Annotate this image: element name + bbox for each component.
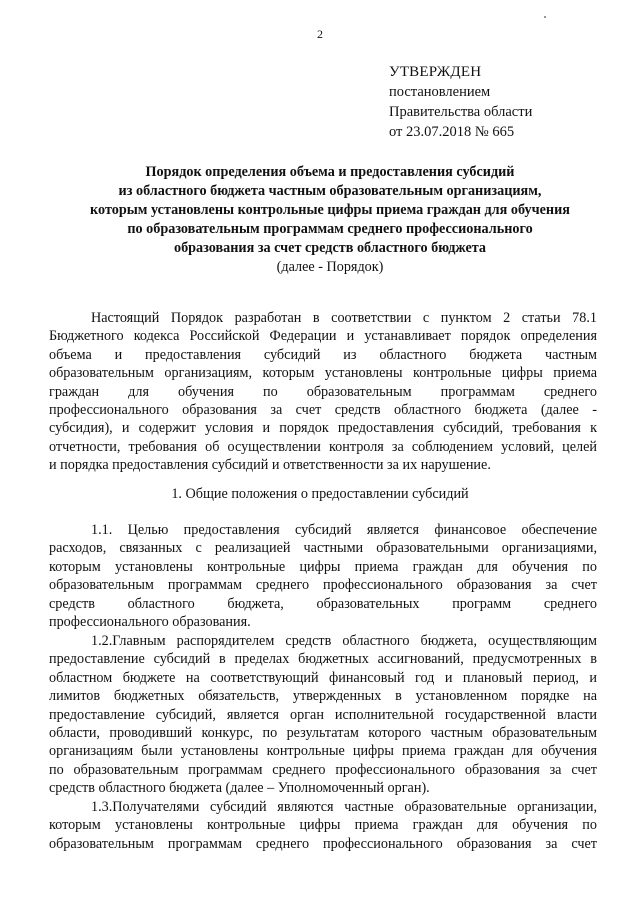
paragraph-line: средств областного бюджета, образовательных программ среднего xyxy=(49,595,597,612)
clause-1-3 xyxy=(49,798,597,853)
paragraph-line: 1.3.Получателями субсидий являются частные образовательные организации, xyxy=(91,799,597,815)
paragraph-line: образовательным организациям, которым установлены контрольные цифры приема xyxy=(49,365,597,382)
paragraph-line: объема и предоставления субсидий из областного бюджета частным xyxy=(49,346,597,363)
paragraph-line: образовательным программам среднего профессионального образования за счет xyxy=(49,577,597,594)
paragraph-line: отчетности, требования об осуществлении контроля за соблюдением условий, целей xyxy=(49,438,597,455)
page-number: 2 xyxy=(317,27,323,41)
paragraph-line: предоставление субсидий, является орган исполнительной государственной власти xyxy=(49,706,597,723)
approval-stamp-block xyxy=(389,62,532,142)
intro-paragraph xyxy=(49,309,597,475)
scan-artifact-dot xyxy=(544,16,546,18)
title-subtitle: (далее - Порядок) xyxy=(276,259,384,275)
paragraph-line: Настоящий Порядок разработан в соответствии с пунктом 2 статьи 78.1 xyxy=(91,310,597,326)
title-line: образования за счет средств областного бюджета xyxy=(173,240,487,256)
title-line: по образовательным программам среднего профессионального xyxy=(127,221,533,237)
paragraph-line: профессионального образования. xyxy=(49,614,251,631)
paragraph-line: которым установлены контрольные цифры приема граждан для обучения по xyxy=(49,817,597,834)
approval-line: постановлением xyxy=(389,84,491,100)
paragraph-line: средств областного бюджета (далее – Уполномоченный орган). xyxy=(49,780,430,797)
paragraph-line: профессионального образования за счет средств областного бюджета (далее - xyxy=(49,402,597,419)
paragraph-line: 1.2.Главным распорядителем средств областного бюджета, осуществляющим xyxy=(91,633,597,649)
paragraph-line: которым установлены контрольные цифры приема граждан для обучения по xyxy=(49,558,597,575)
paragraph-line: расходов, связанных с реализацией частными образовательными организациями, xyxy=(49,540,597,557)
paragraph-line: области, проводивший конкурс, по результатам которого частным образовательным xyxy=(49,725,597,742)
clause-1-1 xyxy=(49,521,597,631)
paragraph-line: образовательным программам среднего профессионального образования за счет xyxy=(49,835,597,852)
paragraph-line: лимитов бюджетных обязательств, утвержденных в установленном порядке на xyxy=(49,688,597,705)
title-line: Порядок определения объема и предоставления субсидий xyxy=(145,164,515,180)
paragraph-line: областном бюджете на соответствующий финансовый год и плановый период, и xyxy=(49,669,597,686)
paragraph-line: предоставление субсидий в пределах бюджетных ассигнований, предусмотренных в xyxy=(49,651,597,668)
approval-date-number: от 23.07.2018 № 665 xyxy=(389,124,515,140)
title-line: из областного бюджета частным образовательным организациям, xyxy=(118,183,542,199)
clause-1-2 xyxy=(49,632,597,798)
section-heading: 1. Общие положения о предоставлении субсидий xyxy=(171,486,469,502)
approval-heading: УТВЕРЖДЕН xyxy=(389,64,482,80)
document-title xyxy=(60,163,600,277)
paragraph-line: и порядка предоставления субсидий и ответственности за их нарушение. xyxy=(49,457,491,474)
paragraph-line: организациям были установлены контрольные цифры приема граждан для обучения xyxy=(49,743,597,760)
title-line: которым установлены контрольные цифры приема граждан для обучения xyxy=(90,202,570,218)
approval-line: Правительства области xyxy=(389,104,533,120)
paragraph-line: Бюджетного кодекса Российской Федерации и устанавливает порядок определения xyxy=(49,328,597,345)
paragraph-line: 1.1. Целью предоставления субсидий является финансовое обеспечение xyxy=(91,522,597,538)
paragraph-line: граждан для обучения по образовательным программам среднего xyxy=(49,383,597,400)
paragraph-line: субсидия), и содержит условия и порядок предоставления субсидий, требования к xyxy=(49,420,597,437)
paragraph-line: по образовательным программам среднего профессионального образования за счет xyxy=(49,761,597,778)
